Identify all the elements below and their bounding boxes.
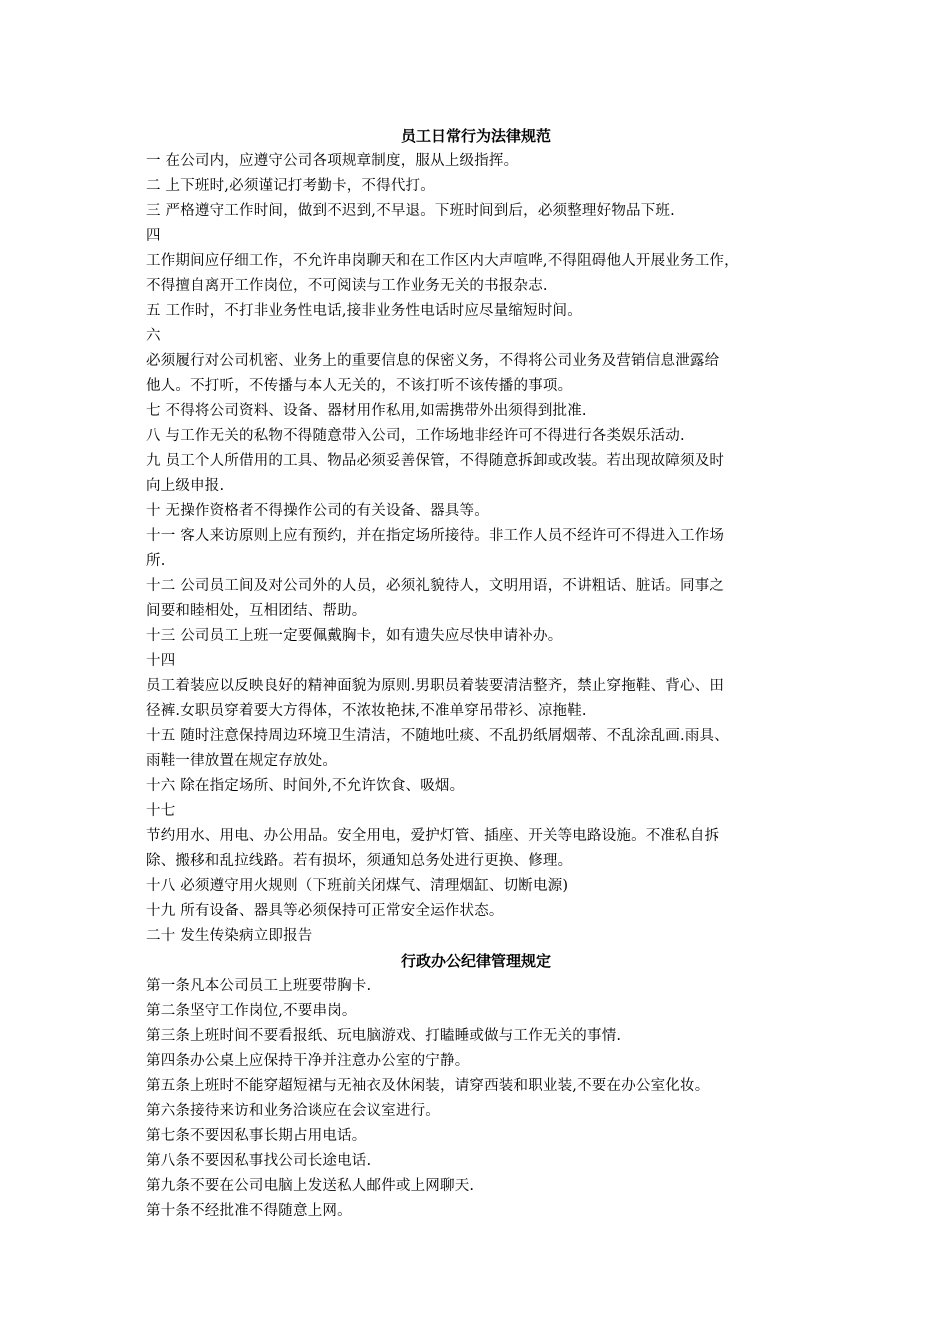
text-line: 第七条不要因私事长期占用电话。	[146, 1128, 367, 1144]
text-line: 十一 客人来访原则上应有预约，并在指定场所接待。非工作人员不经许可不得进入工作场	[146, 528, 725, 544]
text-line: 员工着装应以反映良好的精神面貌为原则.男职员着装要清洁整齐，禁止穿拖鞋、背心、田	[146, 678, 725, 694]
text-line: 第九条不要在公司电脑上发送私人邮件或上网聊天.	[146, 1178, 475, 1194]
section-title-employee-conduct: 员工日常行为法律规范	[400, 127, 551, 145]
text-line: 向上级申报.	[146, 478, 225, 494]
text-line: 雨鞋一律放置在规定存放处。	[146, 753, 338, 769]
text-line: 十三 公司员工上班一定要佩戴胸卡，如有遗失应尽快申请补办。	[146, 628, 563, 644]
text-line: 间要和睦相处，互相团结、帮助。	[146, 603, 367, 619]
text-line: 五 工作时，不打非业务性电话,接非业务性电话时应尽量缩短时间。	[146, 303, 582, 319]
text-line: 十七	[146, 803, 176, 819]
text-line: 第一条凡本公司员工上班要带胸卡.	[146, 978, 372, 994]
section-title-office-discipline: 行政办公纪律管理规定	[400, 952, 551, 970]
text-line: 十八 必须遵守用火规则（下班前关闭煤气、清理烟缸、切断电源)	[146, 878, 569, 894]
text-line: 十五 随时注意保持周边环境卫生清洁，不随地吐痰、不乱扔纸屑烟蒂、不乱涂乱画.雨具、	[146, 728, 729, 744]
text-line: 第三条上班时间不要看报纸、玩电脑游戏、打瞌睡或做与工作无关的事情.	[146, 1028, 622, 1044]
text-line: 第四条办公桌上应保持干净并注意办公室的宁静。	[146, 1053, 470, 1069]
text-line: 三 严格遵守工作时间，做到不迟到,不早退。下班时间到后，必须整理好物品下班.	[146, 203, 675, 219]
section-body-office-discipline	[146, 974, 806, 1224]
text-line: 八 与工作无关的私物不得随意带入公司，工作场地非经许可不得进行各类娱乐活动.	[146, 428, 685, 444]
text-line: 他人。不打听，不传播与本人无关的，不该打听不该传播的事项。	[146, 378, 573, 394]
text-line: 第二条坚守工作岗位,不要串岗。	[146, 1003, 357, 1019]
text-line: 工作期间应仔细工作，不允许串岗聊天和在工作区内大声喧哗,不得阻碍他人开展业务工作，	[146, 253, 739, 269]
text-line: 所.	[146, 553, 166, 569]
text-line: 六	[146, 328, 161, 344]
text-line: 十九 所有设备、器具等必须保持可正常安全运作状态。	[146, 903, 504, 919]
text-line: 二 上下班时,必须谨记打考勤卡，不得代打。	[146, 178, 435, 194]
text-line: 不得擅自离开工作岗位，不可阅读与工作业务无关的书报杂志.	[146, 278, 548, 294]
text-line: 节约用水、用电、办公用品。安全用电，爱护灯管、插座、开关等电路设施。不准私自拆	[146, 828, 720, 844]
text-line: 第八条不要因私事找公司长途电话.	[146, 1153, 372, 1169]
text-line: 第五条上班时不能穿超短裙与无袖衣及休闲装，请穿西装和职业装,不要在办公室化妆。	[146, 1078, 710, 1094]
text-line: 必须履行对公司机密、业务上的重要信息的保密义务，不得将公司业务及营销信息泄露给	[146, 353, 720, 369]
text-line: 二十 发生传染病立即报告	[146, 928, 313, 944]
text-line: 四	[146, 228, 161, 244]
text-line: 十六 除在指定场所、时间外,不允许饮食、吸烟。	[146, 778, 465, 794]
text-line: 七 不得将公司资料、设备、器材用作私用,如需携带外出须得到批准.	[146, 403, 587, 419]
text-line: 十二 公司员工间及对公司外的人员，必须礼貌待人，文明用语，不讲粗话、脏话。同事之	[146, 578, 725, 594]
document-page	[146, 124, 806, 1224]
text-line: 第六条接待来访和业务洽谈应在会议室进行。	[146, 1103, 440, 1119]
text-line: 十 无操作资格者不得操作公司的有关设备、器具等。	[146, 503, 489, 519]
text-line: 九 员工个人所借用的工具、物品必须妥善保管，不得随意拆卸或改装。若出现故障须及时	[146, 453, 725, 469]
section-body-employee-conduct	[146, 149, 806, 949]
text-line: 一 在公司内，应遵守公司各项规章制度，服从上级指挥。	[146, 153, 519, 169]
text-line: 除、搬移和乱拉线路。若有损坏，须通知总务处进行更换、修理。	[146, 853, 573, 869]
text-line: 第十条不经批准不得随意上网。	[146, 1203, 352, 1219]
text-line: 十四	[146, 653, 176, 669]
text-line: 径裤.女职员穿着要大方得体，不浓妆艳抹,不准单穿吊带衫、凉拖鞋.	[146, 703, 587, 719]
